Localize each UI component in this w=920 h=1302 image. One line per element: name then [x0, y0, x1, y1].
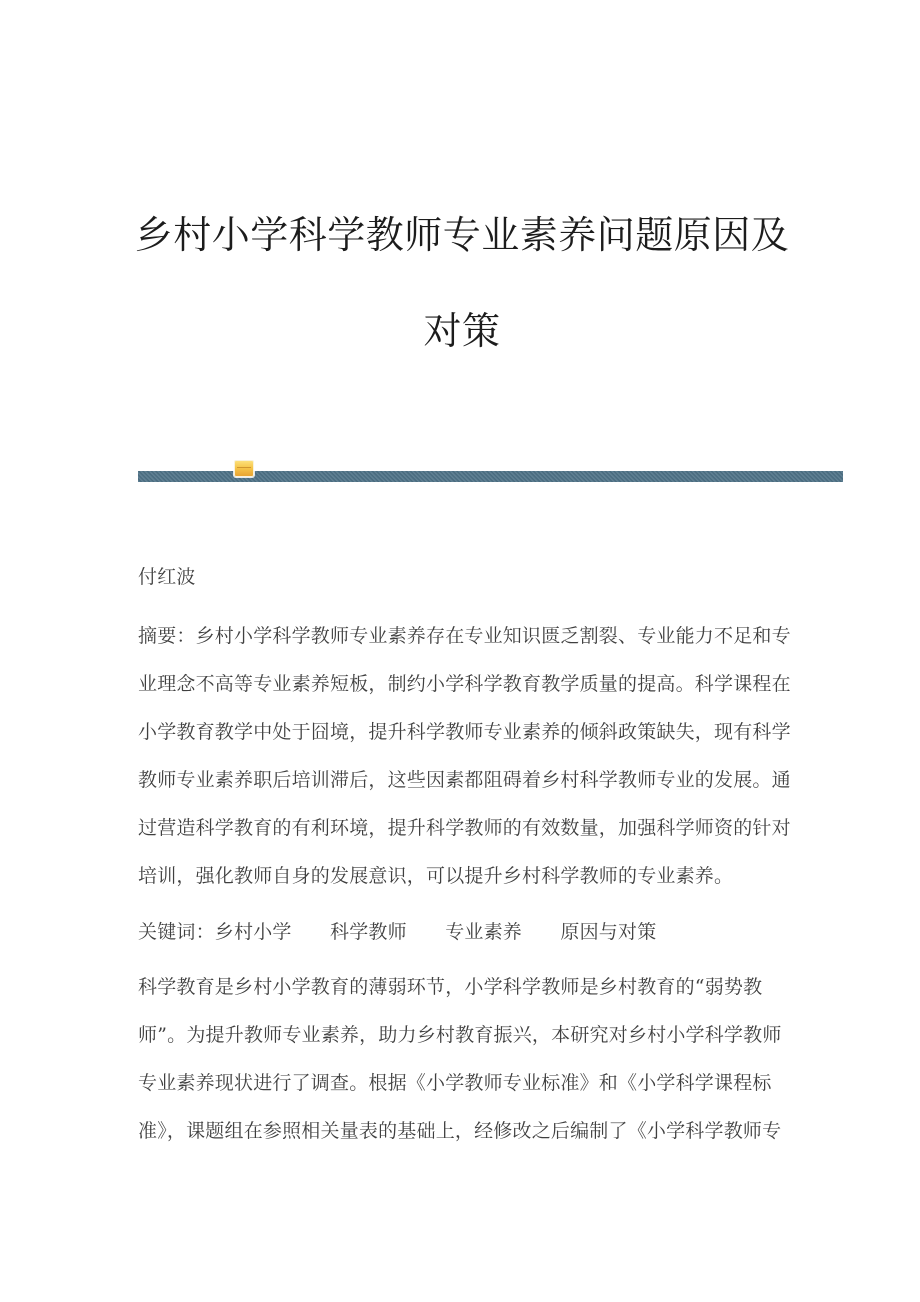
body-line: 科学教育是乡村小学教育的薄弱环节，小学科学教师是乡村教育的“弱势教	[138, 976, 763, 998]
abstract-line: 培训，强化教师自身的发展意识，可以提升乡村科学教师的专业素养。	[138, 865, 734, 887]
abstract-line: 过营造科学教育的有利环境，提升科学教师的有效数量，加强科学师资的针对	[138, 817, 791, 839]
document-title-line-1: 乡村小学科学教师专业素养问题原因及	[134, 213, 790, 257]
abstract-line: 业理念不高等专业素养短板，制约小学科学教育教学质量的提高。科学课程在	[138, 673, 791, 695]
body-line: 师”。为提升教师专业素养，助力乡村教育振兴，本研究对乡村小学科学教师	[138, 1024, 782, 1046]
author-name: 付红波	[138, 566, 196, 588]
abstract-line: 教师专业素养职后培训滞后，这些因素都阻碍着乡村科学教师专业的发展。通	[138, 769, 791, 791]
keywords-line: 关键词：乡村小学 科学教师 专业素养 原因与对策	[138, 921, 657, 943]
body-line: 专业素养现状进行了调查。根据《小学教师专业标准》和《小学科学课程标	[138, 1072, 772, 1094]
picture-icon	[234, 460, 254, 477]
document-title-line-2: 对策	[423, 309, 501, 353]
abstract-line: 小学教育教学中处于囧境，提升科学教师专业素养的倾斜政策缺失，现有科学	[138, 721, 791, 743]
body-line: 准》，课题组在参照相关量表的基础上，经修改之后编制了《小学科学教师专	[138, 1120, 782, 1142]
abstract-line: 摘要：乡村小学科学教师专业素养存在专业知识匮乏割裂、专业能力不足和专	[138, 625, 791, 647]
